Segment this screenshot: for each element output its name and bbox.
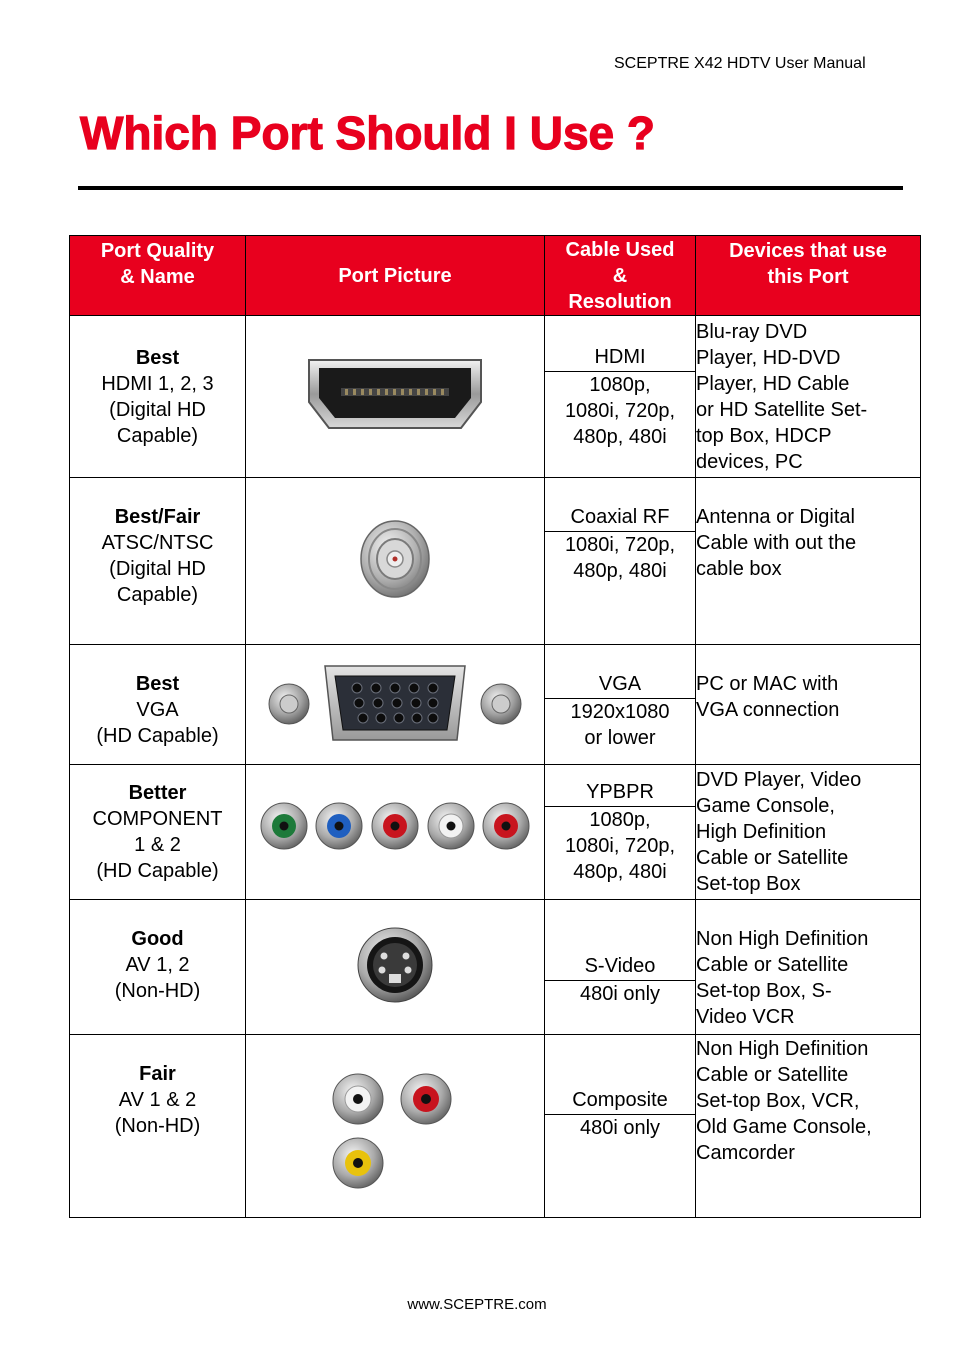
port-picture-cell	[246, 645, 545, 765]
port-picture-cell	[246, 316, 545, 478]
port-picture-cell	[246, 900, 545, 1035]
component-ports-icon	[259, 799, 531, 853]
table-row	[70, 316, 921, 478]
port-quality-cell: Good AV 1, 2 (Non-HD)	[70, 900, 246, 1035]
s-video-port-icon	[356, 926, 434, 1004]
port-quality-cell: Best/Fair ATSC/NTSC (Digital HD Capable)	[70, 478, 246, 645]
hdmi-port-icon	[305, 354, 485, 434]
cable-name: YPBPR	[545, 779, 695, 807]
port-quality-cell: Fair AV 1 & 2 (Non-HD)	[70, 1035, 246, 1218]
port-quality-cell: Better COMPONENT 1 & 2 (HD Capable)	[70, 765, 246, 900]
quality-grade: Better	[128, 782, 187, 804]
port-picture-cell	[246, 478, 545, 645]
cable-name: Composite	[545, 1087, 695, 1115]
coaxial-rf-port-icon	[355, 517, 435, 601]
devices-cell: Antenna or Digital Cable with out the cable box	[696, 478, 921, 645]
cable-name: HDMI	[545, 344, 695, 372]
cable-name: Coaxial RF	[545, 504, 695, 532]
footer-url: www.SCEPTRE.com	[407, 1296, 547, 1313]
cable-resolution-cell: S-Video 480i only	[545, 900, 696, 1035]
cable-resolution-cell: HDMI 1080p, 1080i, 720p, 480p, 480i	[545, 316, 696, 478]
page-title: Which Port Should I Use ?	[80, 107, 655, 159]
devices-cell: Blu-ray DVD Player, HD-DVD Player, HD Cable or HD Satellite Set- top Box, HDCP devices, PC	[696, 316, 921, 478]
vga-port-icon	[267, 660, 523, 744]
devices-cell: DVD Player, Video Game Console, High Definition Cable or Satellite Set-top Box	[696, 765, 921, 900]
devices-cell: PC or MAC with VGA connection	[696, 645, 921, 765]
col-header-picture: Port Picture	[246, 236, 545, 316]
quality-grade: Best	[135, 673, 180, 695]
title-divider	[78, 186, 903, 190]
cable-resolution-cell: YPBPR 1080p, 1080i, 720p, 480p, 480i	[545, 765, 696, 900]
cable-name: VGA	[545, 671, 695, 699]
port-quality-cell: Best VGA (HD Capable)	[70, 645, 246, 765]
table-row	[70, 478, 921, 645]
quality-grade: Best	[135, 346, 180, 369]
table-row	[70, 1035, 921, 1218]
devices-cell: Non High Definition Cable or Satellite Set-top Box, VCR, Old Game Console, Camcorder	[696, 1035, 921, 1218]
col-header-devices: Devices that use this Port	[696, 236, 921, 316]
cable-resolution-cell: VGA 1920x1080 or lower	[545, 645, 696, 765]
quality-grade: Best/Fair	[114, 506, 201, 528]
port-quality-cell: Best HDMI 1, 2, 3 (Digital HD Capable)	[70, 316, 246, 478]
cable-name: S-Video	[545, 953, 695, 981]
port-picture-cell	[246, 765, 545, 900]
quality-grade: Fair	[139, 1063, 176, 1085]
devices-cell: Non High Definition Cable or Satellite Set-top Box, S- Video VCR	[696, 900, 921, 1035]
table-row	[70, 645, 921, 765]
composite-ports-icon	[330, 1071, 460, 1191]
manual-header: SCEPTRE X42 HDTV User Manual	[614, 55, 866, 72]
port-comparison-table	[69, 235, 921, 1218]
table-row	[70, 900, 921, 1035]
quality-grade: Good	[131, 928, 184, 950]
col-header-cable: Cable Used & Resolution	[545, 236, 696, 316]
table-header-row	[70, 236, 921, 316]
cable-resolution-cell: Composite 480i only	[545, 1035, 696, 1218]
col-header-quality: Port Quality & Name	[70, 236, 246, 316]
table-row	[70, 765, 921, 900]
port-picture-cell	[246, 1035, 545, 1218]
cable-resolution-cell: Coaxial RF 1080i, 720p, 480p, 480i	[545, 478, 696, 645]
